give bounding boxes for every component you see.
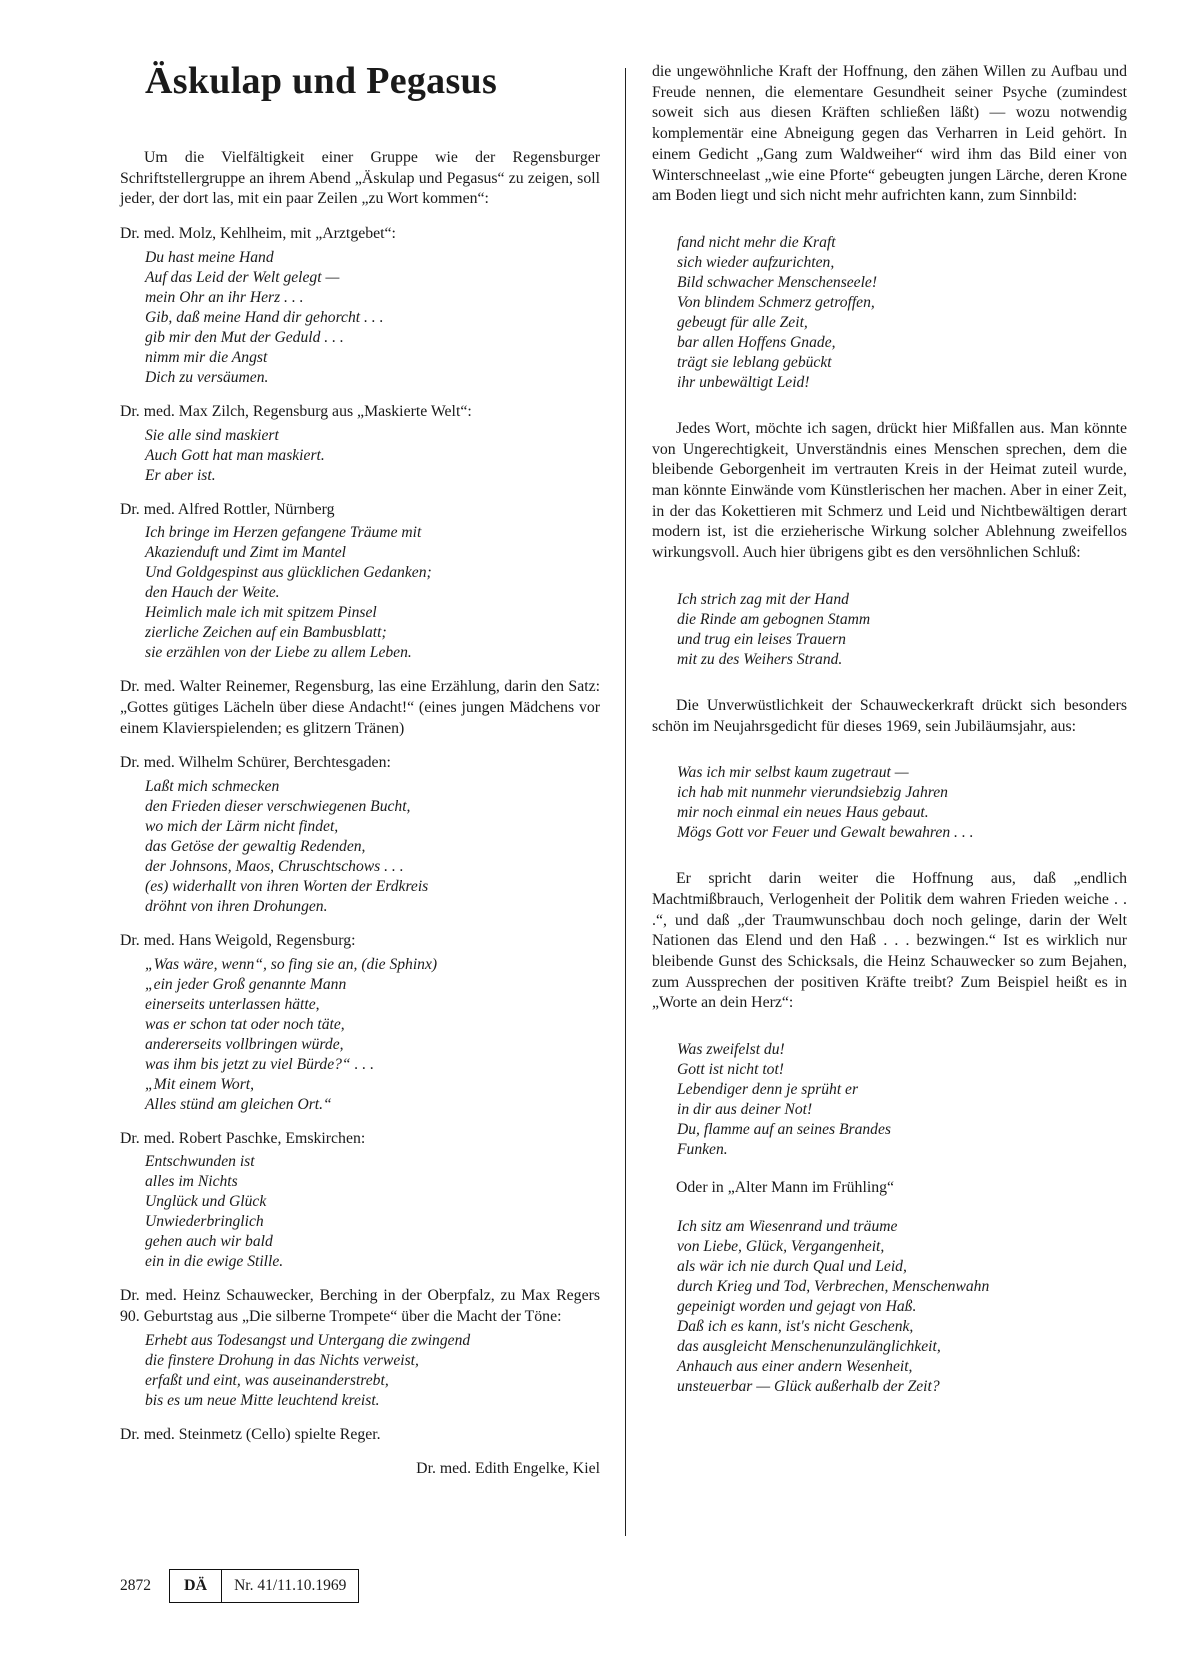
journal-logo: DÄ — [170, 1570, 222, 1602]
poem-line: wo mich der Lärm nicht findet, — [145, 818, 339, 836]
poem-line: Alles stünd am gleichen Ort.“ — [145, 1095, 332, 1113]
right-paragraph-2: Jedes Wort, möchte ich sagen, drückt hier Mißfallen aus. Man könnte von Ungerechtigkeit, Unverständnis eines Menschen sprechen, dem die bleibende Geborgenheit im vertrauten Kreis in der Heimat zuteil wurde, man könnte Einwände vom Künstlerischen her machen. Aber in einer Zeit, in der das Kokettieren mit Schmerz und Leid und Nichtbewältigen derart modern ist, ist die erzieherische Wirkung solcher Ablehnung zweifellos wirkungsvoll. Auch hier übrigens gibt es den versöhnlichen Schluß: — [652, 419, 1127, 562]
poem-line: Ich bringe im Herzen gefangene Träume mit — [145, 524, 422, 542]
poem-line: Du hast meine Hand — [145, 248, 274, 266]
entry — [120, 402, 600, 486]
poem-line: Und Goldgespinst aus glücklichen Gedanken; — [145, 564, 432, 582]
poem-line: nimm mir die Angst — [145, 348, 268, 366]
poem-line: gehen auch wir bald — [145, 1233, 273, 1251]
poem-line: Entschwunden ist — [145, 1153, 255, 1171]
entry-heading: Dr. med. Wilhelm Schürer, Berchtesgaden: — [120, 754, 391, 772]
entry-poem — [145, 1152, 600, 1272]
poem-line: die Rinde am gebognen Stamm — [677, 610, 871, 628]
poem-waldweiher — [677, 233, 1127, 393]
right-paragraph-4: Er spricht darin weiter die Hoffnung aus, daß „endlich Machtmißbrauch, Verlogenheit der Politik dem wahren Frieden weiche . . .“, und daß „der Traumwunschbau doch noch gelinge, darin der Welt Nationen das Elend und den Haß . . . bezwingen.“ Ist es wirklich nur bleibende Gunst des Schicksals, die Heinz Schauwecker so zum Bejahen, zum Aussprechen der positiven Kräfte treibt? Zum Beispiel heißt es in „Worte an dein Herz“: — [652, 870, 1127, 1012]
entry-poem — [145, 1331, 600, 1411]
right-paragraph-3: Die Unverwüstlichkeit der Schauweckerkraft drückt sich besonders schön im Neujahrsgedicht für dieses 1969, sein Jubiläumsjahr, aus: — [652, 696, 1127, 735]
poem-line: Du, flamme auf an seines Brandes — [677, 1121, 891, 1139]
poem-line: andererseits vollbringen würde, — [145, 1035, 344, 1053]
author-signature: Dr. med. Edith Engelke, Kiel — [416, 1459, 600, 1477]
poem-line: Sie alle sind maskiert — [145, 426, 279, 444]
poem-line: in dir aus deiner Not! — [677, 1101, 813, 1119]
poem-line: als wär ich nie durch Qual und Leid, — [677, 1257, 907, 1275]
poem-alter-mann — [677, 1217, 1127, 1397]
poem-line: was er schon tat oder noch täte, — [145, 1015, 345, 1033]
poem-line: Bild schwacher Menschenseele! — [677, 273, 878, 291]
poem-line: bar allen Hoffens Gnade, — [677, 333, 836, 351]
poem-line: gepeinigt worden und gejagt von Haß. — [677, 1297, 917, 1315]
entry — [120, 677, 600, 739]
poem-line: Daß ich es kann, ist's nicht Geschenk, — [677, 1317, 914, 1335]
entry — [120, 1129, 600, 1273]
poem-stamm — [677, 590, 1127, 670]
poem-line: sich wieder aufzurichten, — [677, 253, 835, 271]
poem-line: mein Ohr an ihr Herz . . . — [145, 288, 304, 306]
poem-line: den Frieden dieser verschwiegenen Bucht, — [145, 798, 411, 816]
right-column — [652, 62, 1127, 1397]
poem-line: Unglück und Glück — [145, 1193, 267, 1211]
intro-paragraph: Um die Vielfältigkeit einer Gruppe wie der Regensburger Schriftstellergruppe an ihrem Abend „Äskulap und Pegasus“ zu zeigen, soll jeder, der dort las, mit ein paar Zeilen „zu Wort kommen“: — [120, 149, 600, 208]
page-number: 2872 — [120, 1577, 151, 1594]
poem-line: Ich sitz am Wiesenrand und träume — [677, 1217, 898, 1235]
entry-poem — [145, 248, 600, 388]
poem-line: (es) widerhallt von ihren Worten der Erdkreis — [145, 878, 429, 896]
poem-line: Funken. — [677, 1141, 728, 1159]
right-paragraph-5: Oder in „Alter Mann im Frühling“ — [676, 1179, 895, 1197]
poem-line: das Getöse der gewaltig Redenden, — [145, 838, 366, 856]
poem-line: Von blindem Schmerz getroffen, — [677, 293, 875, 311]
entry-poem — [145, 777, 600, 917]
entry-poem — [145, 955, 600, 1115]
poem-line: bis es um neue Mitte leuchtend kreist. — [145, 1391, 380, 1409]
poem-line: was ihm bis jetzt zu viel Bürde?“ . . . — [145, 1055, 374, 1073]
entry-heading: Dr. med. Heinz Schauwecker, Berching in der Oberpfalz, zu Max Regers 90. Geburtstag aus „Die silberne Trompete“ über die Macht der Töne: — [120, 1287, 600, 1326]
poem-line: Laßt mich schmecken — [145, 778, 280, 796]
poem-line: Unwiederbringlich — [145, 1213, 264, 1231]
poem-line: Was ich mir selbst kaum zugetraut — — [677, 764, 909, 782]
poem-line: fand nicht mehr die Kraft — [677, 233, 836, 251]
poem-line: die finstere Drohung in das Nichts verweist, — [145, 1351, 419, 1369]
poem-worte-an-dein-herz — [677, 1040, 1127, 1160]
article-title: Äskulap und Pegasus — [145, 60, 498, 102]
poem-line: von Liebe, Glück, Vergangenheit, — [677, 1237, 885, 1255]
poem-line: mir noch einmal ein neues Haus gebaut. — [677, 804, 929, 822]
entry-heading: Dr. med. Robert Paschke, Emskirchen: — [120, 1129, 366, 1147]
poem-line: unsteuerbar — Glück außerhalb der Zeit? — [677, 1377, 940, 1395]
entry — [120, 224, 600, 388]
entry — [120, 1286, 600, 1410]
entry-heading: Dr. med. Alfred Rottler, Nürnberg — [120, 500, 335, 518]
poem-line: gib mir den Mut der Geduld . . . — [145, 328, 344, 346]
poem-line: Auf das Leid der Welt gelegt — — [145, 268, 340, 286]
poem-line: erfaßt und eint, was auseinanderstrebt, — [145, 1371, 389, 1389]
left-column — [120, 62, 600, 1478]
entry-heading: Dr. med. Max Zilch, Regensburg aus „Maskierte Welt“: — [120, 402, 472, 420]
entry — [120, 931, 600, 1115]
poem-line: alles im Nichts — [145, 1173, 238, 1191]
journal-box — [169, 1569, 359, 1603]
issue-label: Nr. 41/11.10.1969 — [234, 1577, 347, 1594]
poem-neujahr — [677, 763, 1127, 843]
entry-heading: Dr. med. Steinmetz (Cello) spielte Reger. — [120, 1425, 381, 1443]
entry-heading: Dr. med. Walter Reinemer, Regensburg, las eine Erzählung, darin den Satz: „Gottes gütiges Lächeln über diese Andacht!“ (eines jungen Mädchens vor einem Klavierspielenden; es glitzern Tränen) — [120, 678, 600, 737]
poem-line: Erhebt aus Todesangst und Untergang die zwingend — [145, 1331, 471, 1349]
poem-line: Ich strich zag mit der Hand — [677, 590, 849, 608]
entry — [120, 1425, 600, 1446]
poem-line: „Mit einem Wort, — [145, 1075, 255, 1093]
entry-poem — [145, 426, 600, 486]
poem-line: gebeugt für alle Zeit, — [677, 313, 808, 331]
poem-line: dröhnt von ihren Drohungen. — [145, 898, 328, 916]
poem-line: Akazienduft und Zimt im Mantel — [145, 544, 346, 562]
entry-heading: Dr. med. Hans Weigold, Regensburg: — [120, 932, 356, 950]
poem-line: Er aber ist. — [145, 466, 216, 484]
entry — [120, 500, 600, 664]
right-paragraph-1: die ungewöhnliche Kraft der Hoffnung, den zähen Willen zu Aufbau und Freude nennen, die elementare Gesundheit seiner Psyche (zumindest soweit sich aus diesen Kräften schließen läßt) — wozu notwendig komplementär eine Abneigung gegen das Verharren in Leid gehört. In einem Gedicht „Gang zum Waldweiher“ wird ihm das Bild einer von Winterschneelast „wie eine Pforte“ gebeugten jungen Lärche, deren Krone am Boden liegt und sich nicht mehr aufrichten kann, zum Sinnbild: — [652, 63, 1127, 205]
poem-line: und trug ein leises Trauern — [677, 630, 846, 648]
poem-line: zierliche Zeichen auf ein Bambusblatt; — [145, 624, 387, 642]
poem-line: ein in die ewige Stille. — [145, 1253, 284, 1271]
poem-line: ihr unbewältigt Leid! — [677, 373, 810, 391]
entry-poem — [145, 523, 600, 663]
poem-line: ich hab mit nunmehr vierundsiebzig Jahren — [677, 784, 948, 802]
poem-line: der Johnsons, Maos, Chruschtschows . . . — [145, 858, 404, 876]
poem-line: Mögs Gott vor Feuer und Gewalt bewahren . . . — [677, 824, 974, 842]
poem-line: Lebendiger denn je sprüht er — [677, 1081, 859, 1099]
poem-line: das ausgleicht Menschenunzulänglichkeit, — [677, 1337, 941, 1355]
entry — [120, 753, 600, 917]
entry-heading: Dr. med. Molz, Kehlheim, mit „Arztgebet“: — [120, 225, 396, 243]
poem-line: „Was wäre, wenn“, so fing sie an, (die Sphinx) — [145, 955, 438, 973]
page-footer — [120, 1569, 359, 1603]
poem-line: Was zweifelst du! — [677, 1041, 785, 1059]
poem-line: Gott ist nicht tot! — [677, 1061, 784, 1079]
poem-line: durch Krieg und Tod, Verbrechen, Menschenwahn — [677, 1277, 990, 1295]
entries-list — [120, 224, 600, 1445]
poem-line: Gib, daß meine Hand dir gehorcht . . . — [145, 308, 384, 326]
poem-line: Auch Gott hat man maskiert. — [145, 446, 325, 464]
column-divider — [625, 68, 626, 1536]
poem-line: „ein jeder Groß genannte Mann — [145, 975, 347, 993]
poem-line: sie erzählen von der Liebe zu allem Leben. — [145, 644, 412, 662]
poem-line: einerseits unterlassen hätte, — [145, 995, 320, 1013]
poem-line: Anhauch aus einer andern Wesenheit, — [677, 1357, 913, 1375]
poem-line: mit zu des Weihers Strand. — [677, 650, 843, 668]
poem-line: den Hauch der Weite. — [145, 584, 280, 602]
poem-line: trägt sie leblang gebückt — [677, 353, 832, 371]
poem-line: Dich zu versäumen. — [145, 368, 269, 386]
poem-line: Heimlich male ich mit spitzem Pinsel — [145, 604, 377, 622]
